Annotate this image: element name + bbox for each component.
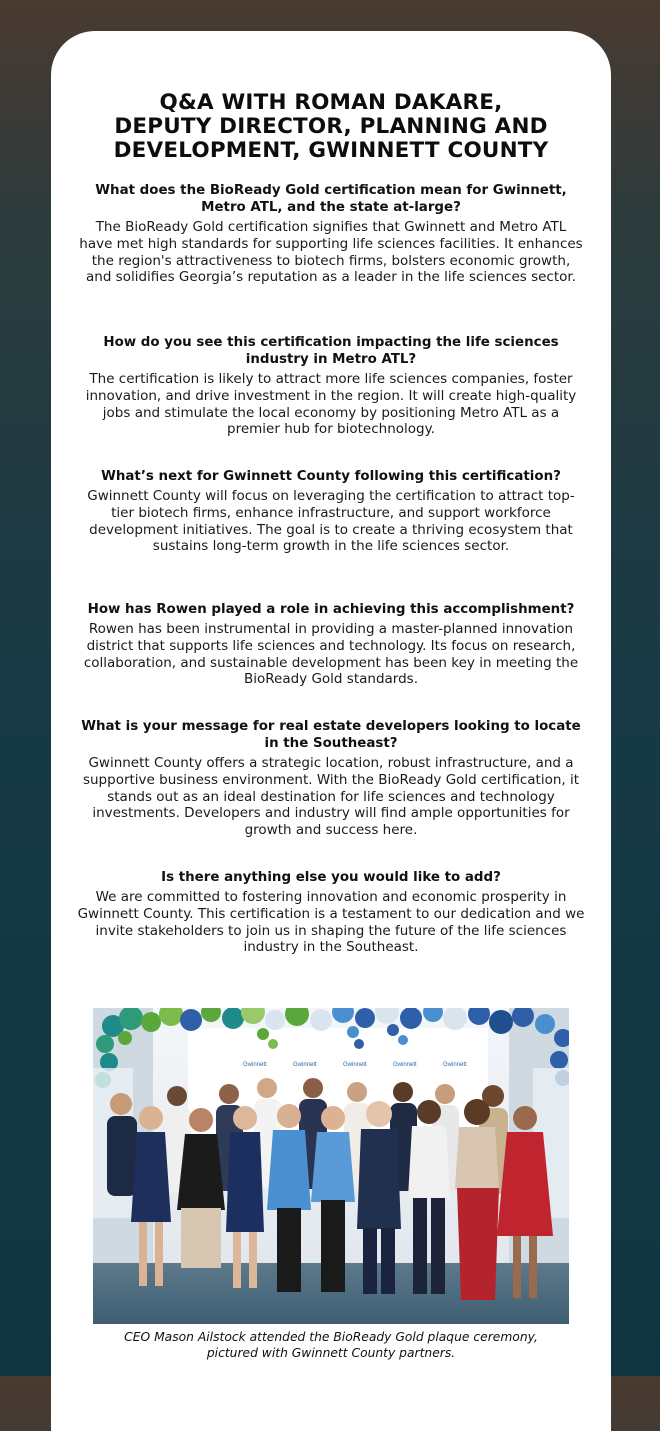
caption-line-1: CEO Mason Ailstock attended the BioReady Gold plaque ceremony,: [124, 1330, 538, 1344]
qa-block-2: [77, 334, 585, 438]
title-line-2: DEPUTY DIRECTOR, PLANNING AND: [114, 114, 548, 139]
group-photo: [93, 1008, 569, 1324]
photo-caption: [77, 1330, 585, 1361]
answer: Rowen has been instrumental in providing a master-planned innovation district that supports life sciences and technology. Its focus on research, collaboration, and sustainable development has been key in meeting the BioReady Gold standards.: [83, 621, 579, 688]
title-line-3: DEVELOPMENT, GWINNETT COUNTY: [113, 138, 549, 163]
backdrop-logo: Gwinnett: [293, 1062, 317, 1068]
question: How has Rowen played a role in achieving this accomplishment?: [87, 602, 575, 617]
caption-line-2: pictured with Gwinnett County partners.: [206, 1345, 456, 1360]
answer: We are committed to fostering innovation and economic prosperity in Gwinnett County. This certification is a testament to our dedication and we invite stakeholders to join us in shaping the future of the life sciences industry in the Southeast.: [77, 889, 585, 956]
title-line-1: Q&A WITH ROMAN DAKARE,: [159, 90, 503, 115]
page-title: [51, 91, 611, 163]
backdrop-logo: Gwinnett: [443, 1062, 467, 1068]
question: Is there anything else you would like to add?: [161, 870, 501, 885]
question: What’s next for Gwinnett County following this certification?: [101, 469, 561, 484]
qa-block-5: [77, 718, 585, 839]
question: How do you see this certification impacting the life sciences industry in Metro ATL?: [103, 335, 559, 367]
backdrop-logo: Gwinnett: [393, 1062, 417, 1068]
qa-block-4: [77, 601, 585, 688]
backdrop-logo: Gwinnett: [243, 1062, 267, 1068]
answer: The certification is likely to attract more life sciences companies, foster innovation, and drive investment in the region. It will create high-quality jobs and stimulate the local economy by positioning Metro ATL as a premier hub for biotechnology.: [85, 371, 577, 438]
answer: The BioReady Gold certification signifies that Gwinnett and Metro ATL have met high standards for supporting life sciences facilities. It enhances the region's attractiveness to biotech firms, bolsters economic growth, and solidifies Georgia’s reputation as a leader in the life sciences sector.: [79, 219, 583, 286]
qa-block-3: [77, 468, 585, 555]
article-card: [51, 31, 611, 1431]
qa-block-6: [77, 869, 585, 956]
answer: Gwinnett County offers a strategic location, robust infrastructure, and a supportive business environment. With the BioReady Gold certification, it stands out as an ideal destination for life sciences and technology investments. Developers and industry will find ample opportunities for growth and success here.: [82, 755, 580, 839]
qa-block-1: [77, 182, 585, 286]
question: What is your message for real estate developers looking to locate in the Southeast?: [81, 719, 581, 751]
question: What does the BioReady Gold certification mean for Gwinnett, Metro ATL, and the state at-large?: [95, 183, 567, 215]
answer: Gwinnett County will focus on leveraging the certification to attract top-tier biotech firms, enhance infrastructure, and support workforce development initiatives. The goal is to create a thriving ecosystem that sustains long-term growth in the life sciences sector.: [87, 488, 575, 555]
backdrop-logo: Gwinnett: [343, 1062, 367, 1068]
